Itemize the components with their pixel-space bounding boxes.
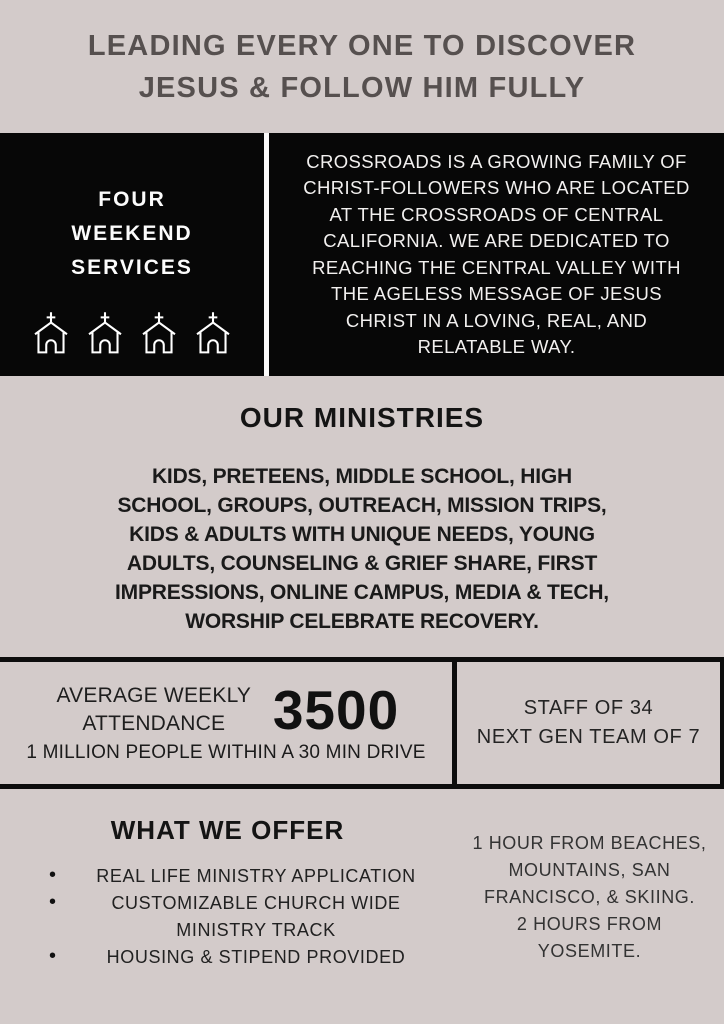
staff-line1: STAFF OF 34 xyxy=(523,697,654,719)
bullet-dot: • xyxy=(49,945,57,967)
church-icons-row xyxy=(32,310,232,355)
ministries-list: KIDS, PRETEENS, MIDDLE SCHOOL, HIGH SCHOOL, GROUPS, OUTREACH, MISSION TRIPS, KIDS & ADULTS WITH UNIQUE NEEDS, YOUNG ADULTS, COUNSELING & GRIEF SHARE, FIRST IMPRESSIONS, ONLINE CAMPUS, MEDIA & TECH, WORSHIP CELEBRATE RECOVERY. xyxy=(115,465,609,633)
stats-band xyxy=(0,657,724,789)
services-panel xyxy=(0,133,264,376)
about-text: CROSSROADS IS A GROWING FAMILY OF CHRIST-FOLLOWERS WHO ARE LOCATED AT THE CROSSROADS OF CENTRAL CALIFORNIA. WE ARE DEDICATED TO REACHING THE CENTRAL VALLEY WITH THE AGELESS MESSAGE OF JESUS CHRIST IN A LOVING, REAL, AND RELATABLE WAY. xyxy=(303,150,690,357)
offer-list xyxy=(0,863,455,971)
attendance-note: 1 MILLION PEOPLE WITHIN A 30 MIN DRIVE xyxy=(26,742,426,763)
offer-item-text: CUSTOMIZABLE CHURCH WIDE MINISTRY TRACK xyxy=(111,893,401,940)
ministries-heading: OUR MINISTRIES xyxy=(239,402,485,433)
staff-line2: NEXT GEN TEAM OF 7 xyxy=(476,726,701,748)
offer-item-text: REAL LIFE MINISTRY APPLICATION xyxy=(96,866,416,886)
intro-band xyxy=(0,133,724,376)
bullet-dot: • xyxy=(49,864,57,886)
offer-heading: WHAT WE OFFER xyxy=(110,815,345,845)
header xyxy=(0,0,724,133)
staff-cell xyxy=(457,662,720,784)
offer-list-item xyxy=(49,944,440,971)
location-text-2: 2 HOURS FROM YOSEMITE. xyxy=(516,914,663,961)
page-title: LEADING EVERY ONE TO DISCOVER JESUS & FOLLOW HIM FULLY xyxy=(87,29,637,104)
attendance-value: 3500 xyxy=(272,678,400,741)
about-panel xyxy=(269,133,724,376)
church-icon xyxy=(86,310,124,355)
location-column xyxy=(455,789,724,1024)
church-icon xyxy=(194,310,232,355)
attendance-cell xyxy=(0,662,452,784)
services-label: FOUR WEEKEND SERVICES xyxy=(71,188,193,279)
attendance-label: AVERAGE WEEKLY ATTENDANCE xyxy=(56,684,252,735)
bottom-section xyxy=(0,789,724,1024)
offer-list-item xyxy=(49,890,440,944)
location-text-1: 1 HOUR FROM BEACHES, MOUNTAINS, SAN FRANCISCO, & SKIING. xyxy=(472,833,707,907)
church-icon xyxy=(140,310,178,355)
offer-list-item xyxy=(49,863,440,890)
offer-item-text: HOUSING & STIPEND PROVIDED xyxy=(106,947,406,967)
ministries-section xyxy=(0,376,724,657)
offer-column xyxy=(0,789,455,1024)
bullet-dot: • xyxy=(49,891,57,913)
church-icon xyxy=(32,310,70,355)
attendance-row xyxy=(53,678,400,741)
